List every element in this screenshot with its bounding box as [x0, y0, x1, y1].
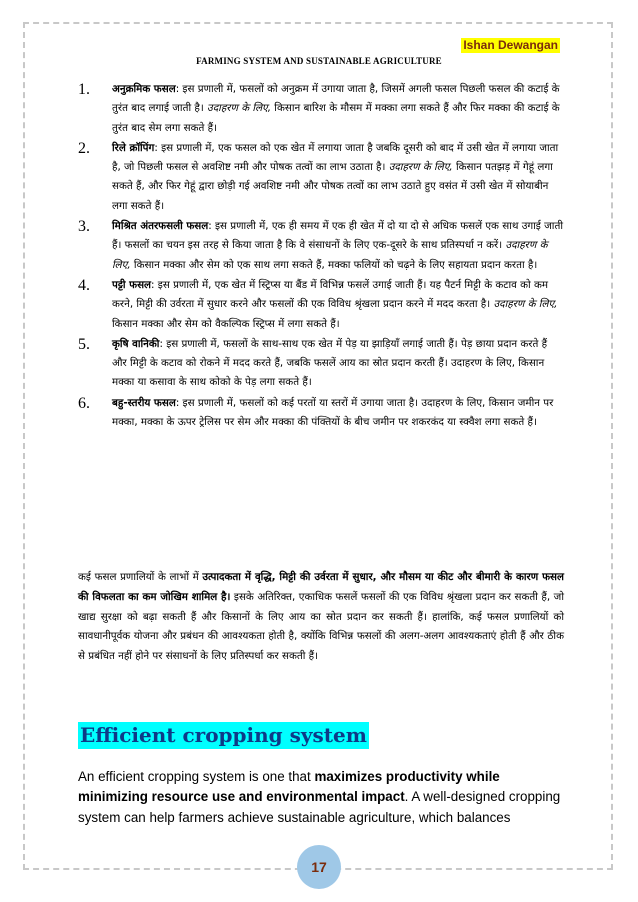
item-text: : इस प्रणाली में, एक फसल को एक खेत में लगाया जाता है जबकि दूसरी को बाद में उसी खेत में लगाया जाता है, जो पिछली फसल से अवशिष्ट नमी और पोषक तत्वों का लाभ उठाता है।: [112, 141, 559, 174]
item-term: अनुक्रमिक फसल: [112, 83, 176, 95]
item-example: उदाहरण के लिए,: [493, 298, 558, 311]
summary-bold: उत्पादकता में वृद्धि, मिट्टी की उर्वरता में सुधार, और मौसम या कीट और बीमारी के कारण फसल की विफलता का कम जोखिम शामिल है।: [78, 571, 564, 603]
item-term: पट्टी फसल: [112, 278, 152, 291]
summary-text: इसके अतिरिक्त, एकाधिक फसलें फसलों की एक विविध श्रृंखला प्रदान कर सकती हैं, जो खाद्य सुरक्षा को बढ़ा सकती हैं और किसानों के लिए आय का स्रोत प्रदान कर सकती हैं। हालांकि, कई फसल प्रणालियों को सावधानीपूर्वक योजना और प्रबंधन की आवश्यकता होती है, क्योंकि विभिन्न फसलों की अलग-अलग आवश्यकताएं होती हैं और ठीक से प्रबंधित नहीं होने पर संसाधनों के लिए प्रतिस्पर्धा कर सकती हैं।: [78, 590, 564, 663]
item-text: : इस प्रणाली में, फसलों के साथ-साथ एक खेत में पेड़ या झाड़ियाँ लगाई जाती हैं। पेड़ छाया प्रदान करते हैं और मिट्टी के कटाव को रोकने में मदद करते हैं, जबकि फसलें आय का स्रोत प्रदान करती हैं। उदाहरण के लिए, किसान मक्का या कसावा के साथ कोको के पेड़ लगा सकते हैं।: [112, 337, 548, 389]
list-item: [78, 217, 564, 275]
section-bold: maximizes productivity while minimizing resource use and environmental impact: [78, 769, 500, 805]
item-term: कृषि वानिकी: [112, 337, 160, 350]
item-number: 2.: [78, 139, 90, 157]
item-example: उदाहरण के लिए,: [207, 102, 272, 115]
author-name: Ishan Dewangan: [463, 38, 558, 52]
list-item: [78, 276, 564, 334]
item-text: : इस प्रणाली में, एक खेत में स्ट्रिप्स या बैंड में विभिन्न फसलें उगाई जाती हैं। यह पैटर्न मिट्टी के कटाव को कम करने, मिट्टी की उर्वरता में सुधार करने और फसलों की एक विविध श्रृंखला प्रदान करने में मदद करता है।: [112, 278, 549, 311]
item-number: 3.: [78, 218, 90, 236]
item-text: : इस प्रणाली में, फसलों को कई परतों या स्तरों में उगाया जाता है। उदाहरण के लिए, किसान जमीन पर मक्का, मक्का के ऊपर ट्रेलिस पर सेम और मक्का की पंक्तियों के बीच जमीन पर शकरकंद या स्क्वैश लगा सकते हैं।: [112, 396, 554, 429]
item-example: उदाहरण के लिए,: [112, 239, 548, 271]
section-text: . A well-designed cropping system can help farmers achieve sustainable agriculture, which balances: [78, 789, 561, 825]
item-number: 6.: [78, 394, 90, 412]
section-text: An efficient cropping system is one that: [78, 769, 315, 784]
list-item: [78, 80, 564, 138]
list-item: [78, 335, 564, 393]
item-number: 5.: [78, 335, 90, 353]
item-term: बहु-स्तरीय फसल: [112, 396, 176, 409]
item-text: : इस प्रणाली में, फसलों को अनुक्रम में उगाया जाता है, जिसमें अगली फसल पिछली फसल की कटाई के तुरंत बाद लगाई जाती है।: [112, 83, 560, 115]
list-item: [78, 139, 564, 216]
summary-text: कई फसल प्रणालियों के लाभों में: [78, 571, 203, 583]
item-term: मिश्रित अंतरफसली फसल: [112, 220, 209, 233]
item-number: 1.: [78, 81, 90, 98]
section-heading: Efficient cropping system: [80, 723, 367, 747]
item-text: किसान पतझड़ में गेहूं लगा सकते हैं, और फिर गेहूं द्वारा छोड़ी गई अवशिष्ट नमी और पोषक तत्वों का लाभ उठाते हुए वसंत में उसी खेत में सोयाबीन लगा सकते हैं।: [112, 161, 553, 212]
item-text: किसान बारिश के मौसम में मक्का लगा सकते हैं और फिर मक्का की कटाई के तुरंत बाद सेम लगा सकते हैं।: [112, 102, 560, 134]
item-text: किसान मक्का और सेम को एक साथ लगा सकते हैं, मक्का फलियों को चढ़ने के लिए सहायता प्रदान करता है।: [130, 258, 538, 271]
page-number: 17: [297, 845, 341, 889]
summary-paragraph: [78, 568, 564, 667]
item-example: उदाहरण के लिए,: [388, 161, 453, 174]
cropping-list: [78, 80, 564, 433]
item-text: : इस प्रणाली में, एक ही समय में एक ही खेत में दो या दो से अधिक फसलें एक साथ उगाई जाती हैं। फसलों का चयन इस तरह से किया जाता है कि वे संसाधनों के लिए एक-दूसरे के साथ प्रतिस्पर्धा न करें।: [112, 220, 563, 252]
list-item: [78, 394, 564, 433]
item-text: किसान मक्का और सेम को वैकल्पिक स्ट्रिप्स में लगा सकते हैं।: [112, 317, 340, 330]
item-term: रिले क्रॉपिंग: [112, 141, 155, 154]
running-title: FARMING SYSTEM AND SUSTAINABLE AGRICULTURE: [196, 56, 442, 66]
item-number: 4.: [78, 276, 90, 294]
section-paragraph: [78, 767, 568, 828]
